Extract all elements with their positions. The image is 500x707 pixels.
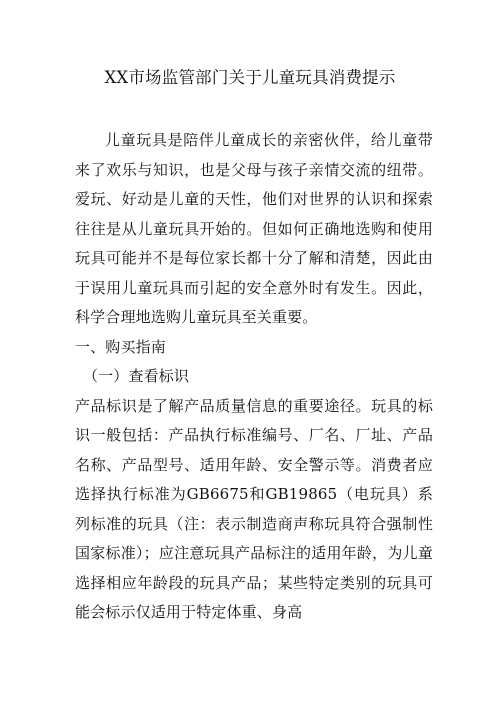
section-heading: 一、购买指南: [75, 337, 166, 356]
body-paragraph: 产品标识是了解产品质量信息的重要途径。玩具的标识一般包括：产品执行标准编号、厂名、厂址、产品名称、产品型号、适用年龄、安全警示等。消费者应选择执行标准为GB6675和GB19865（电玩具）系列标准的玩具（注：表示制造商声称玩具符合强制性国家标准）；应注意玩具产品标注的适用年龄，为儿童选择相应年龄段的玩具产品；某些特定类别的玩具可能会标示仅适用于特定体重、身高: [75, 396, 433, 621]
document-title: XX市场监管部门关于儿童玩具消费提示: [104, 68, 396, 87]
intro-paragraph: 儿童玩具是陪伴儿童成长的亲密伙伴，给儿童带来了欢乐与知识，也是父母与孩子亲情交流的纽带。爱玩、好动是儿童的天性，他们对世界的认识和探索往往是从儿童玩具开始的。但如何正确地选购和使用玩具可能并不是每位家长都十分了解和清楚，因此由于误用儿童玩具而引起的安全意外时有发生。因此，科学合理地选购儿童玩具至关重要。: [75, 131, 433, 326]
document-body: [75, 126, 433, 628]
subsection-heading: （一）查看标识: [83, 367, 190, 385]
